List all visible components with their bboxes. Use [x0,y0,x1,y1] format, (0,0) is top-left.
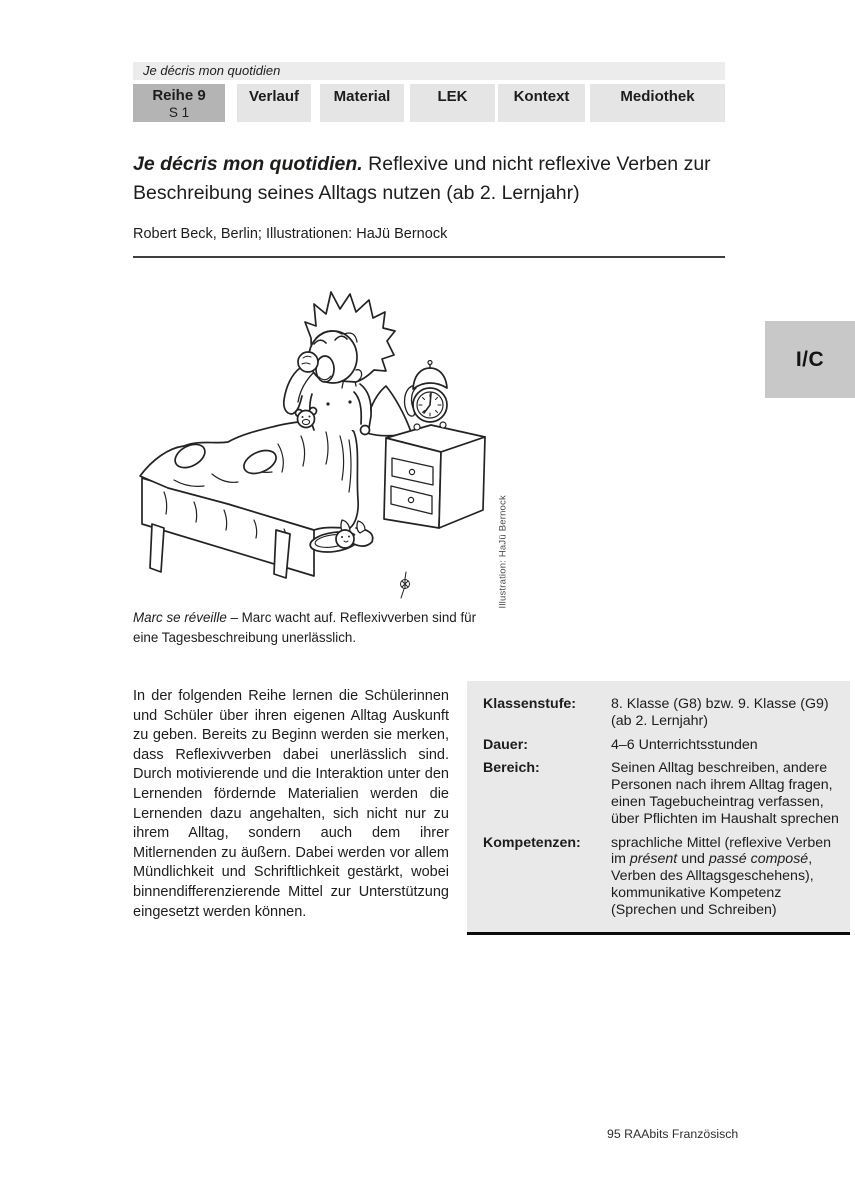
line-drawing [128,276,520,610]
tab-verlauf[interactable]: Verlauf [237,84,311,122]
page-footer: 95 RAAbits Französisch [607,1127,739,1141]
page-title-rest: Reflexive und nicht reflexive Verben zur Beschreibung seines Alltags nutzen (ab 2. Lernjahr) [133,153,711,204]
page-title [133,150,729,207]
divider [133,256,725,258]
info-row-bereich [483,760,840,827]
info-row-kompetenzen [483,835,840,919]
info-row-klassenstufe [483,696,840,730]
info-value: Seinen Alltag beschreiben, andere Personen nach ihrem Alltag fragen, einen Tagebucheintrag verfassen, über Pflichten im Haushalt sprechen [611,760,839,827]
info-value: sprachliche Mittel (reflexive Verben im présent und passé composé, Verben des Alltagsgeschehens), kommunikative Kompetenz (Sprechen und Schreiben) [611,834,832,918]
page-title-lead: Je décris mon quotidien. [133,153,363,175]
breadcrumb-label: Je décris mon quotidien [143,63,281,78]
author-line: Robert Beck, Berlin; Illustrationen: HaJü Bernock [133,226,448,242]
tab-mediothek[interactable]: Mediothek [590,84,725,122]
tab-material[interactable]: Material [320,84,404,122]
illustration-credit: Illustration: HaJü Bernock [497,495,509,609]
section-badge: I/C [765,321,855,398]
info-value: 4–6 Unterrichtsstunden [611,736,758,753]
info-label: Klassenstufe: [483,696,577,712]
tab-kontext[interactable]: Kontext [498,84,585,122]
caption-italic-lead: Marc se réveille [133,610,227,625]
tab-bar [133,84,725,122]
illustration-boy-waking-up [128,276,520,610]
tab-reihe-9-sublabel: S 1 [168,104,190,120]
tab-reihe-9-label: Reihe 9 [152,86,206,104]
tab-lek[interactable]: LEK [410,84,495,122]
tab-reihe-9[interactable] [133,84,225,122]
info-box [467,681,850,935]
caption-rest: – Marc wacht auf. Reflexivverben sind für eine Tagesbeschreibung unerlässlich. [133,610,477,645]
info-label: Kompetenzen: [483,834,581,851]
breadcrumb [133,62,725,80]
info-label: Bereich: [483,760,540,777]
illustration-caption [133,608,505,648]
info-row-dauer [483,737,840,754]
info-label: Dauer: [483,736,528,753]
intro-paragraph: In der folgenden Reihe lernen die Schülerinnen und Schüler über ihren eigenen Alltag Auskunft zu geben. Bereits zu Beginn werden sie merken, dass Reflexivverben dabei unerlässlich sind. Durch motivierende und die Interaktion unter den Lernenden fördernde Materialien werden die Lernenden dazu angehalten, sich nicht nur zu ihrem Alltag, sondern auch dem ihrer Mitlernenden zu äußern. Dabei werden vor allem Mündlichkeit und Schriftlichkeit gestärkt, wobei binnendifferenzierende Mittel zur Unterstützung eingesetzt werden können. [133,688,449,920]
info-value: 8. Klasse (G8) bzw. 9. Klasse (G9) (ab 2. Lernjahr) [611,696,829,729]
